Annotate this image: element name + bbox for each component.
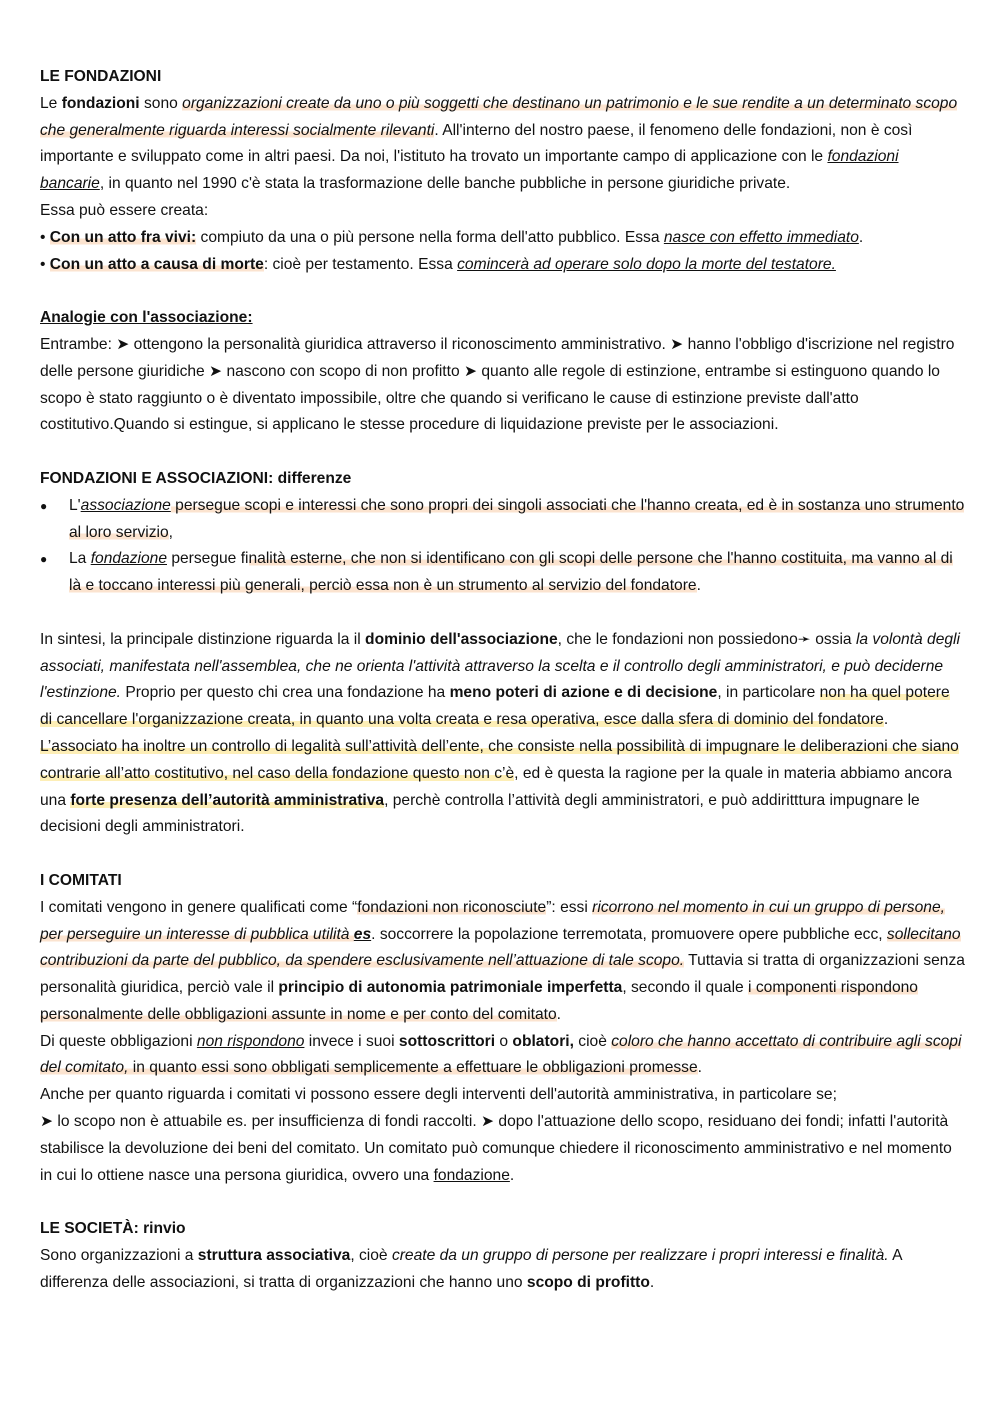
paragraph-societa: Sono organizzazioni a struttura associativa, cioè create da un gruppo di persone per realizzare i propri interessi e finalità. A differenza delle associazioni, si tratta di organizzazioni che hanno uno scopo di profitto. (40, 1247, 902, 1291)
section-title-societa: LE SOCIETÀ: rinvio (40, 1220, 186, 1238)
section-title-differenze: FONDAZIONI E ASSOCIAZIONI: differenze (40, 469, 352, 487)
document-page (40, 64, 965, 1297)
highlight-definition: organizzazioni create da uno o più soggetti che destinano un patrimonio e le sue rendite a un determinato scopo che generalmente riguarda interessi socialmente rilevanti (40, 94, 958, 139)
section-title-fondazioni: LE FONDAZIONI (40, 68, 162, 85)
paragraph-obbligazioni: Di queste obbligazioni non rispondono invece i suoi sottoscrittori o oblatori, cioè coloro che hanno accettato di contribuire agli scopi del comitato, in quanto essi sono obbligati semplicemente a effettuare le obbligazioni promesse. (40, 1032, 962, 1077)
paragraph-analogie: Entrambe: ➤ ottengono la personalità giuridica attraverso il riconoscimento amministrativo. ➤ hanno l'obbligo d'iscrizione nel registro delle persone giuridiche ➤ nascono con scopo di non profitto ➤ quanto alle regole di estinzione, entrambe si estinguono quando lo scopo è stato raggiunto o è diventato impossibile, oltre che quando si verificano le cause di estinzione previste dall'atto costitutivo.Quando si estingue, si applicano le stesse procedure di liquidazione previste per le associazioni. (40, 335, 955, 434)
differences-list (40, 493, 965, 600)
paragraph-comitati: I comitati vengono in genere qualificati come “fondazioni non riconosciute”: essi ricorrono nel momento in cui un gruppo di persone, per perseguire un interesse di pubblica utilità es. soccorrere la popolazione terremotata, promuovere opere pubbliche ecc, sollecitano contribuzioni da parte del pubblico, da spendere esclusivamente nell’attuazione di tale scopo. Tuttavia si tratta di organizzazioni senza personalità giuridica, perciò vale il principio di autonomia patrimoniale imperfetta, secondo il quale i componenti rispondono personalmente delle obbligazioni assunte in nome e per conto del comitato. (40, 898, 965, 1023)
paragraph-creation: Essa può essere creata: (40, 201, 209, 219)
section-title-comitati: I COMITATI (40, 871, 122, 889)
list-item-atto-fra-vivi: • Con un atto fra vivi: compiuto da una o più persone nella forma dell'atto pubblico. Essa nasce con effetto immediato. (40, 228, 864, 246)
paragraph-interventi: ➤ lo scopo non è attuabile es. per insufficienza di fondi raccolti. ➤ dopo l'attuazione dello scopo, residuano dei fondi; infatti l'autorità stabilisce la devoluzione dei beni del comitato. Un comitato può comunque chiedere il riconoscimento amministrativo e nel momento in cui lo ottiene nasce una persona giuridica, ovvero una fondazione. (40, 1113, 952, 1184)
paragraph-autorita: Anche per quanto riguarda i comitati vi possono essere degli interventi dell'autorità amministrativa, in particolare se; (40, 1086, 837, 1104)
section-title-analogie: Analogie con l'associazione: (40, 309, 253, 327)
list-item-fondazione: ● La fondazione persegue finalità esterne, che non si identificano con gli scopi delle persone che l'hanno costituita, ma vanno al di là e toccano interessi più generali, perciò essa non è un strumento al servizio del fondatore. (40, 546, 965, 600)
paragraph-sintesi: In sintesi, la principale distinzione riguarda la il dominio dell'associazione, che le fondazioni non possiedono➛ ossia la volontà degli associati, manifestata nell'assemblea, che ne orienta l'attività attraverso la scelta e il controllo degli amministratori, e può deciderne l'estinzione. Proprio per questo chi crea una fondazione ha meno poteri di azione e di decisione, in particolare non ha quel potere di cancellare l'organizzazione creata, in quanto una volta creata e resa operativa, esce dalla sfera di dominio del fondatore. L’associato ha inoltre un controllo di legalità sull’attività dell’ente, che consiste nella possibilità di impugnare le deliberazioni che siano contrarie all’atto costitutivo, nel caso della fondazione questo non c’è, ed è questa la ragione per la quale in materia abbiamo ancora una forte presenza dell’autorità amministrativa, perchè controlla l’attività degli amministratori, e può addiritttura impugnare le decisioni degli amministratori. (40, 630, 960, 836)
list-item-associazione: ● L'associazione persegue scopi e interessi che sono propri dei singoli associati che l'hanno creata, ed è in sostanza uno strumento al loro servizio, (40, 493, 965, 547)
list-item-atto-causa-morte: • Con un atto a causa di morte: cioè per testamento. Essa comincerà ad operare solo dopo la morte del testatore. (40, 255, 836, 273)
paragraph-fondazioni-intro: Le fondazioni sono organizzazioni create da uno o più soggetti che destinano un patrimonio e le sue rendite a un determinato scopo che generalmente riguarda interessi socialmente rilevanti. All'interno del nostro paese, il fenomeno delle fondazioni, non è così importante e sviluppato come in altri paesi. Da noi, l'istituto ha trovato un importante campo di applicazione con le fondazioni bancarie, in quanto nel 1990 c'è stata la trasformazione delle banche pubbliche in persone giuridiche private. (40, 94, 958, 193)
